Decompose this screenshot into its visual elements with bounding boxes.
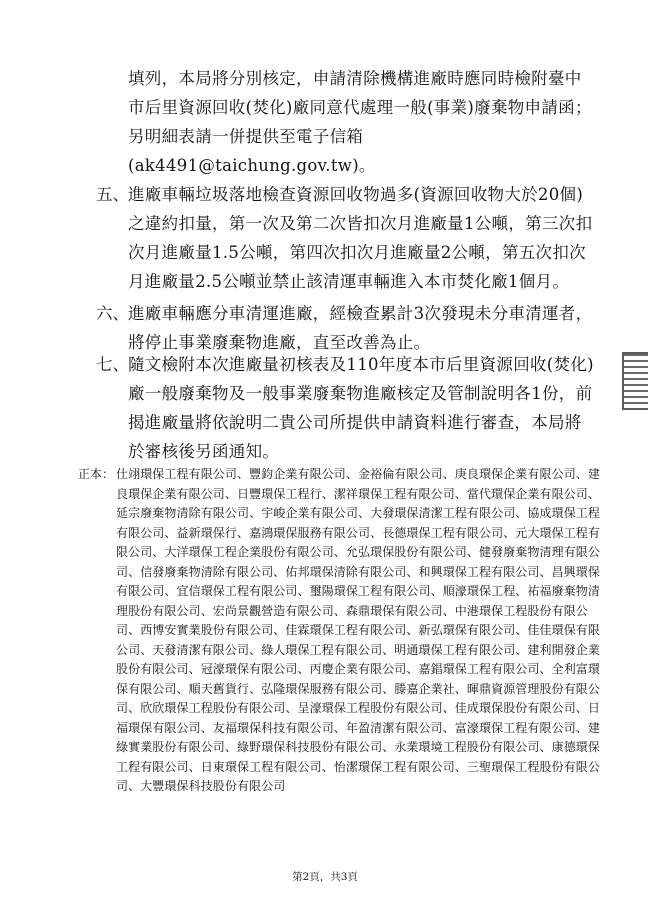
seal-stamp-icon [622,352,648,410]
cc-label: 正本： [78,467,115,481]
item-number-5: 五、 [96,185,129,204]
item-number-7: 七、 [96,355,129,374]
page-number: 第2頁，共3頁 [292,871,358,883]
paragraph-item-6: 進廠車輛應分車清運進廠，經檢查累計3次發現未分車清運者，將停止事業廢棄物進廠，直至改善為止。 [128,304,593,352]
paragraph-continuation: 填列，本局將分別核定，申請清除機構進廠時應同時檢附臺中市后里資源回收(焚化)廠同意代處理一般(事業)廢棄物申請函；另明細表請一併提供至電子信箱(ak4491@taichung.gov.tw)。 [128,69,592,175]
paragraph-item-5: 進廠車輛垃圾落地檢查資源回收物過多(資源回收物大於20個)之違約扣量，第一次及第二次皆扣次月進廠量1公噸，第三次扣次月進廠量1.5公噸，第四次扣次月進廠量2公噸，第五次扣次月進廠量2.5公噸並禁止該清運車輛進入本市焚化廠1個月。 [128,185,593,291]
item-number-6: 六、 [96,304,129,323]
paragraph-item-7: 隨文檢附本次進廠量初核表及110年度本市后里資源回收(焚化)廠一般廢棄物及一般事業廢棄物進廠核定及管制說明各1份，前揭進廠量將依說明二貴公司所提供申請資料進行審查，本局將於審核後另函通知。 [128,355,594,461]
cc-recipients: 仕翊環保工程有限公司、豐鈞企業有限公司、金裕倫有限公司、庚良環保企業有限公司、建良環保企業有限公司、日豐環保工程行、潔祥環保工程有限公司、當代環保企業有限公司、延宗廢棄物清除有限公司、宇峻企業有限公司、大發環保清潔工程有限公司、協成環保工程有限公司、益新環保行、嘉鴻環保服務有限公司、長德環保工程有限公司、元大環保工程有限公司、大洋環保工程企業股份有限公司、允弘環保股份有限公司、健發廢棄物清理有限公司、信發廢棄物清除有限公司、佑邦環保清除有限公司、和興環保工程有限公司、昌興環保有限公司、宜信環保工程有限公司、璽陽環保工程有限公司、順濠環保工程、祐福廢棄物清理股份有限公司、宏尚景觀營造有限公司、森鼎環保有限公司、中港環保工程股份有限公司、西博安實業股份有限公司、佳霖環保工程有限公司、新弘環保有限公司、佳佳環保有限公司、天發清潔有限公司、綠人環保工程有限公司、明通環保工程有限公司、建利開發企業股份有限公司、冠濠環保有限公司、丙慶企業有限公司、嘉錩環保工程有限公司、全利富環保有限公司、順天舊貨行、弘隆環保服務有限公司、滕嘉企業社、暉鼎資源管理股份有限公司、欣欣環保工程股份有限公司、呈濠環保工程股份有限公司、佳成環保股份有限公司、日福環保有限公司、友福環保科技有限公司、年盈清潔有限公司、富濠環保工程有限公司、建綠實業股份有限公司、綠野環保科技股份有限公司、永業環境工程股份有限公司、康德環保工程有限公司、日東環保工程有限公司、怡潔環保工程有限公司、三聖環保工程股份有限公司、大豐環保科技股份有限公司 [116,467,601,793]
